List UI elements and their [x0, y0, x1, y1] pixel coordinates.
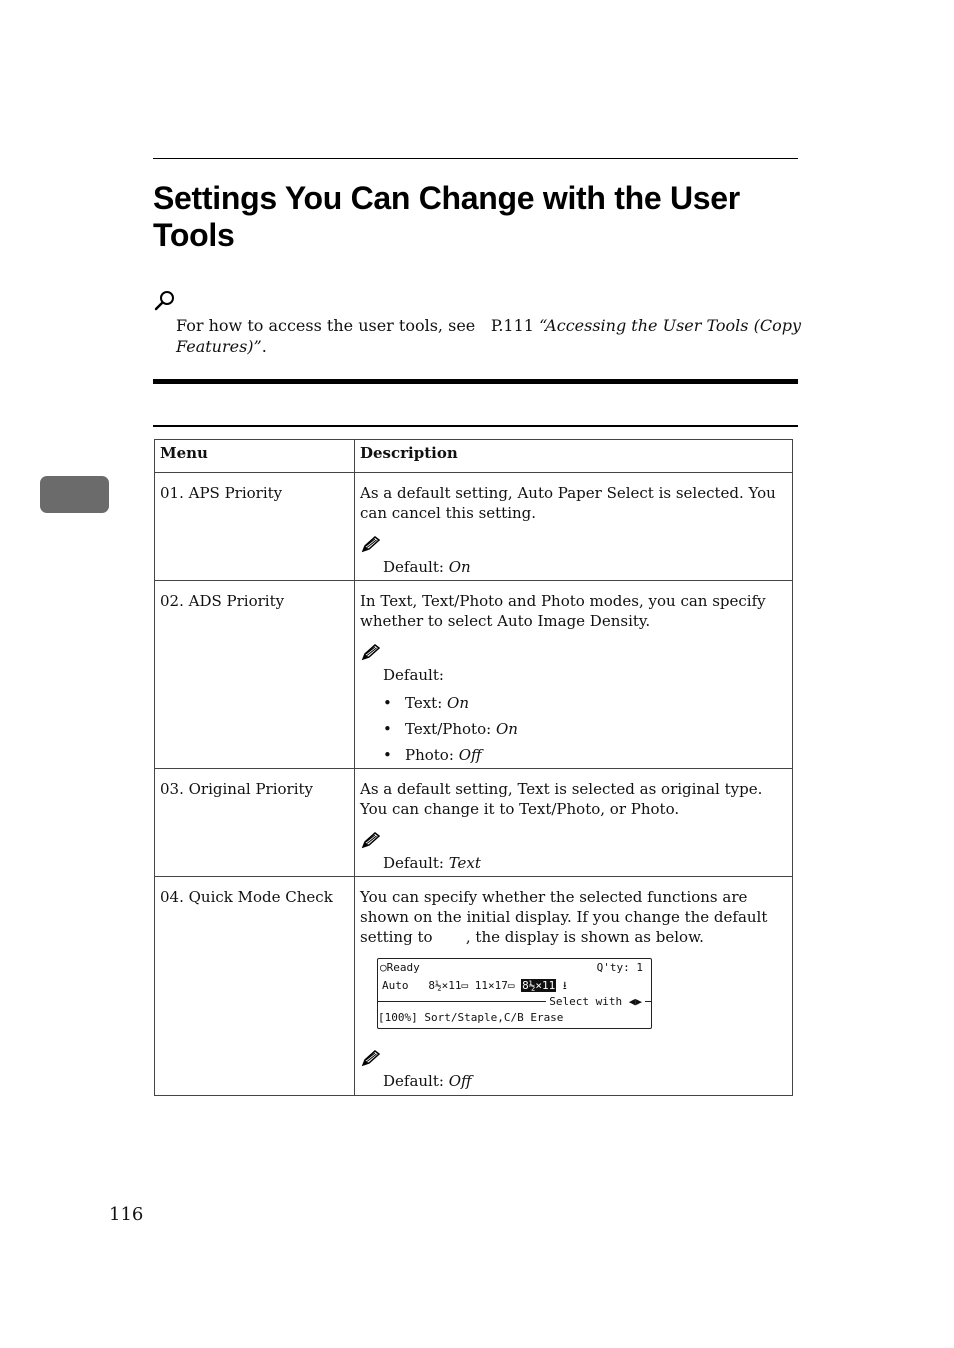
default-value: Off [448, 1072, 472, 1090]
reference-note [176, 315, 801, 357]
header-description: Description [355, 440, 793, 473]
section-rule-thin [153, 425, 798, 427]
lcd-paper-selected: 8½×11 [522, 979, 556, 992]
reference-text: For how to access the user tools, see [176, 316, 476, 335]
description-cell [355, 769, 793, 877]
list-item: • Photo: Off [383, 742, 787, 768]
magnifier-icon [153, 289, 177, 313]
reference-page[interactable]: P.111 [490, 316, 534, 335]
description-text: You can specify whether the selected functions are shown on the initial display. If you change the default setting to , the display is shown as below. [360, 888, 773, 946]
ready-circle-icon: ○ [380, 961, 387, 974]
table-row [155, 877, 793, 1096]
section-rule-thick [153, 379, 798, 384]
menu-cell: 04. Quick Mode Check [155, 877, 355, 1096]
description-cell [355, 877, 793, 1096]
description-cell [355, 581, 793, 769]
lcd-status: Ready [386, 961, 420, 974]
lcd-paper-auto: Auto [382, 979, 409, 992]
lcd-select-hint: Select with [549, 995, 623, 1008]
reference-suffix: . [261, 337, 267, 356]
page-title: Settings You Can Change with the User Tools [153, 180, 740, 253]
lcd-paper-1: 8½×11 [428, 979, 462, 992]
user-tools-settings-table [154, 439, 793, 1096]
paper-orientation-icon: ▭ [507, 979, 515, 992]
paper-orientation-icon: ▭ [461, 979, 469, 992]
lcd-bottom-line: [100%] Sort/Staple,C/B Erase [378, 1011, 564, 1024]
table-header-row [155, 440, 793, 473]
description-text: In Text, Text/Photo and Photo modes, you can specify whether to select Auto Image Density. [360, 592, 766, 630]
reference-link-cont[interactable]: Features)” [176, 337, 262, 356]
table-row [155, 769, 793, 877]
menu-cell: 03. Original Priority [155, 769, 355, 877]
description-text: As a default setting, Auto Paper Select is selected. You can cancel this setting. [360, 484, 776, 522]
default-value: On [448, 558, 471, 576]
pencil-note-icon [360, 1049, 382, 1067]
lcd-paper-2: 11×17 [474, 979, 508, 992]
lcd-display-sample [377, 958, 652, 1029]
default-label: Default: [383, 558, 444, 576]
list-item: • Text/Photo: On [383, 716, 787, 742]
default-label: Default: [383, 1072, 444, 1090]
default-label: Default: [383, 854, 444, 872]
reference-link[interactable]: “Accessing the User Tools (Copy [539, 316, 801, 335]
default-label: Default: [383, 666, 444, 684]
description-cell [355, 473, 793, 581]
page-number: 116 [109, 1204, 144, 1225]
bypass-tray-icon: ⭳ [562, 979, 567, 992]
description-text: As a default setting, Text is selected as original type. You can change it to Text/Photo, or Photo. [360, 780, 763, 818]
pencil-note-icon [360, 831, 382, 849]
arrow-left-right-icon: ◀▶ [628, 995, 642, 1008]
pencil-note-icon [360, 643, 382, 661]
table-row [155, 473, 793, 581]
lcd-quantity: Q'ty: 1 [596, 961, 643, 974]
header-menu: Menu [155, 440, 355, 473]
default-list [360, 690, 787, 768]
pencil-note-icon [360, 535, 382, 553]
table-row [155, 581, 793, 769]
chapter-tab-marker [40, 476, 109, 513]
top-rule [153, 158, 798, 159]
default-value: Text [448, 854, 481, 872]
menu-cell: 01. APS Priority [155, 473, 355, 581]
list-item: • Text: On [383, 690, 787, 716]
menu-cell: 02. ADS Priority [155, 581, 355, 769]
